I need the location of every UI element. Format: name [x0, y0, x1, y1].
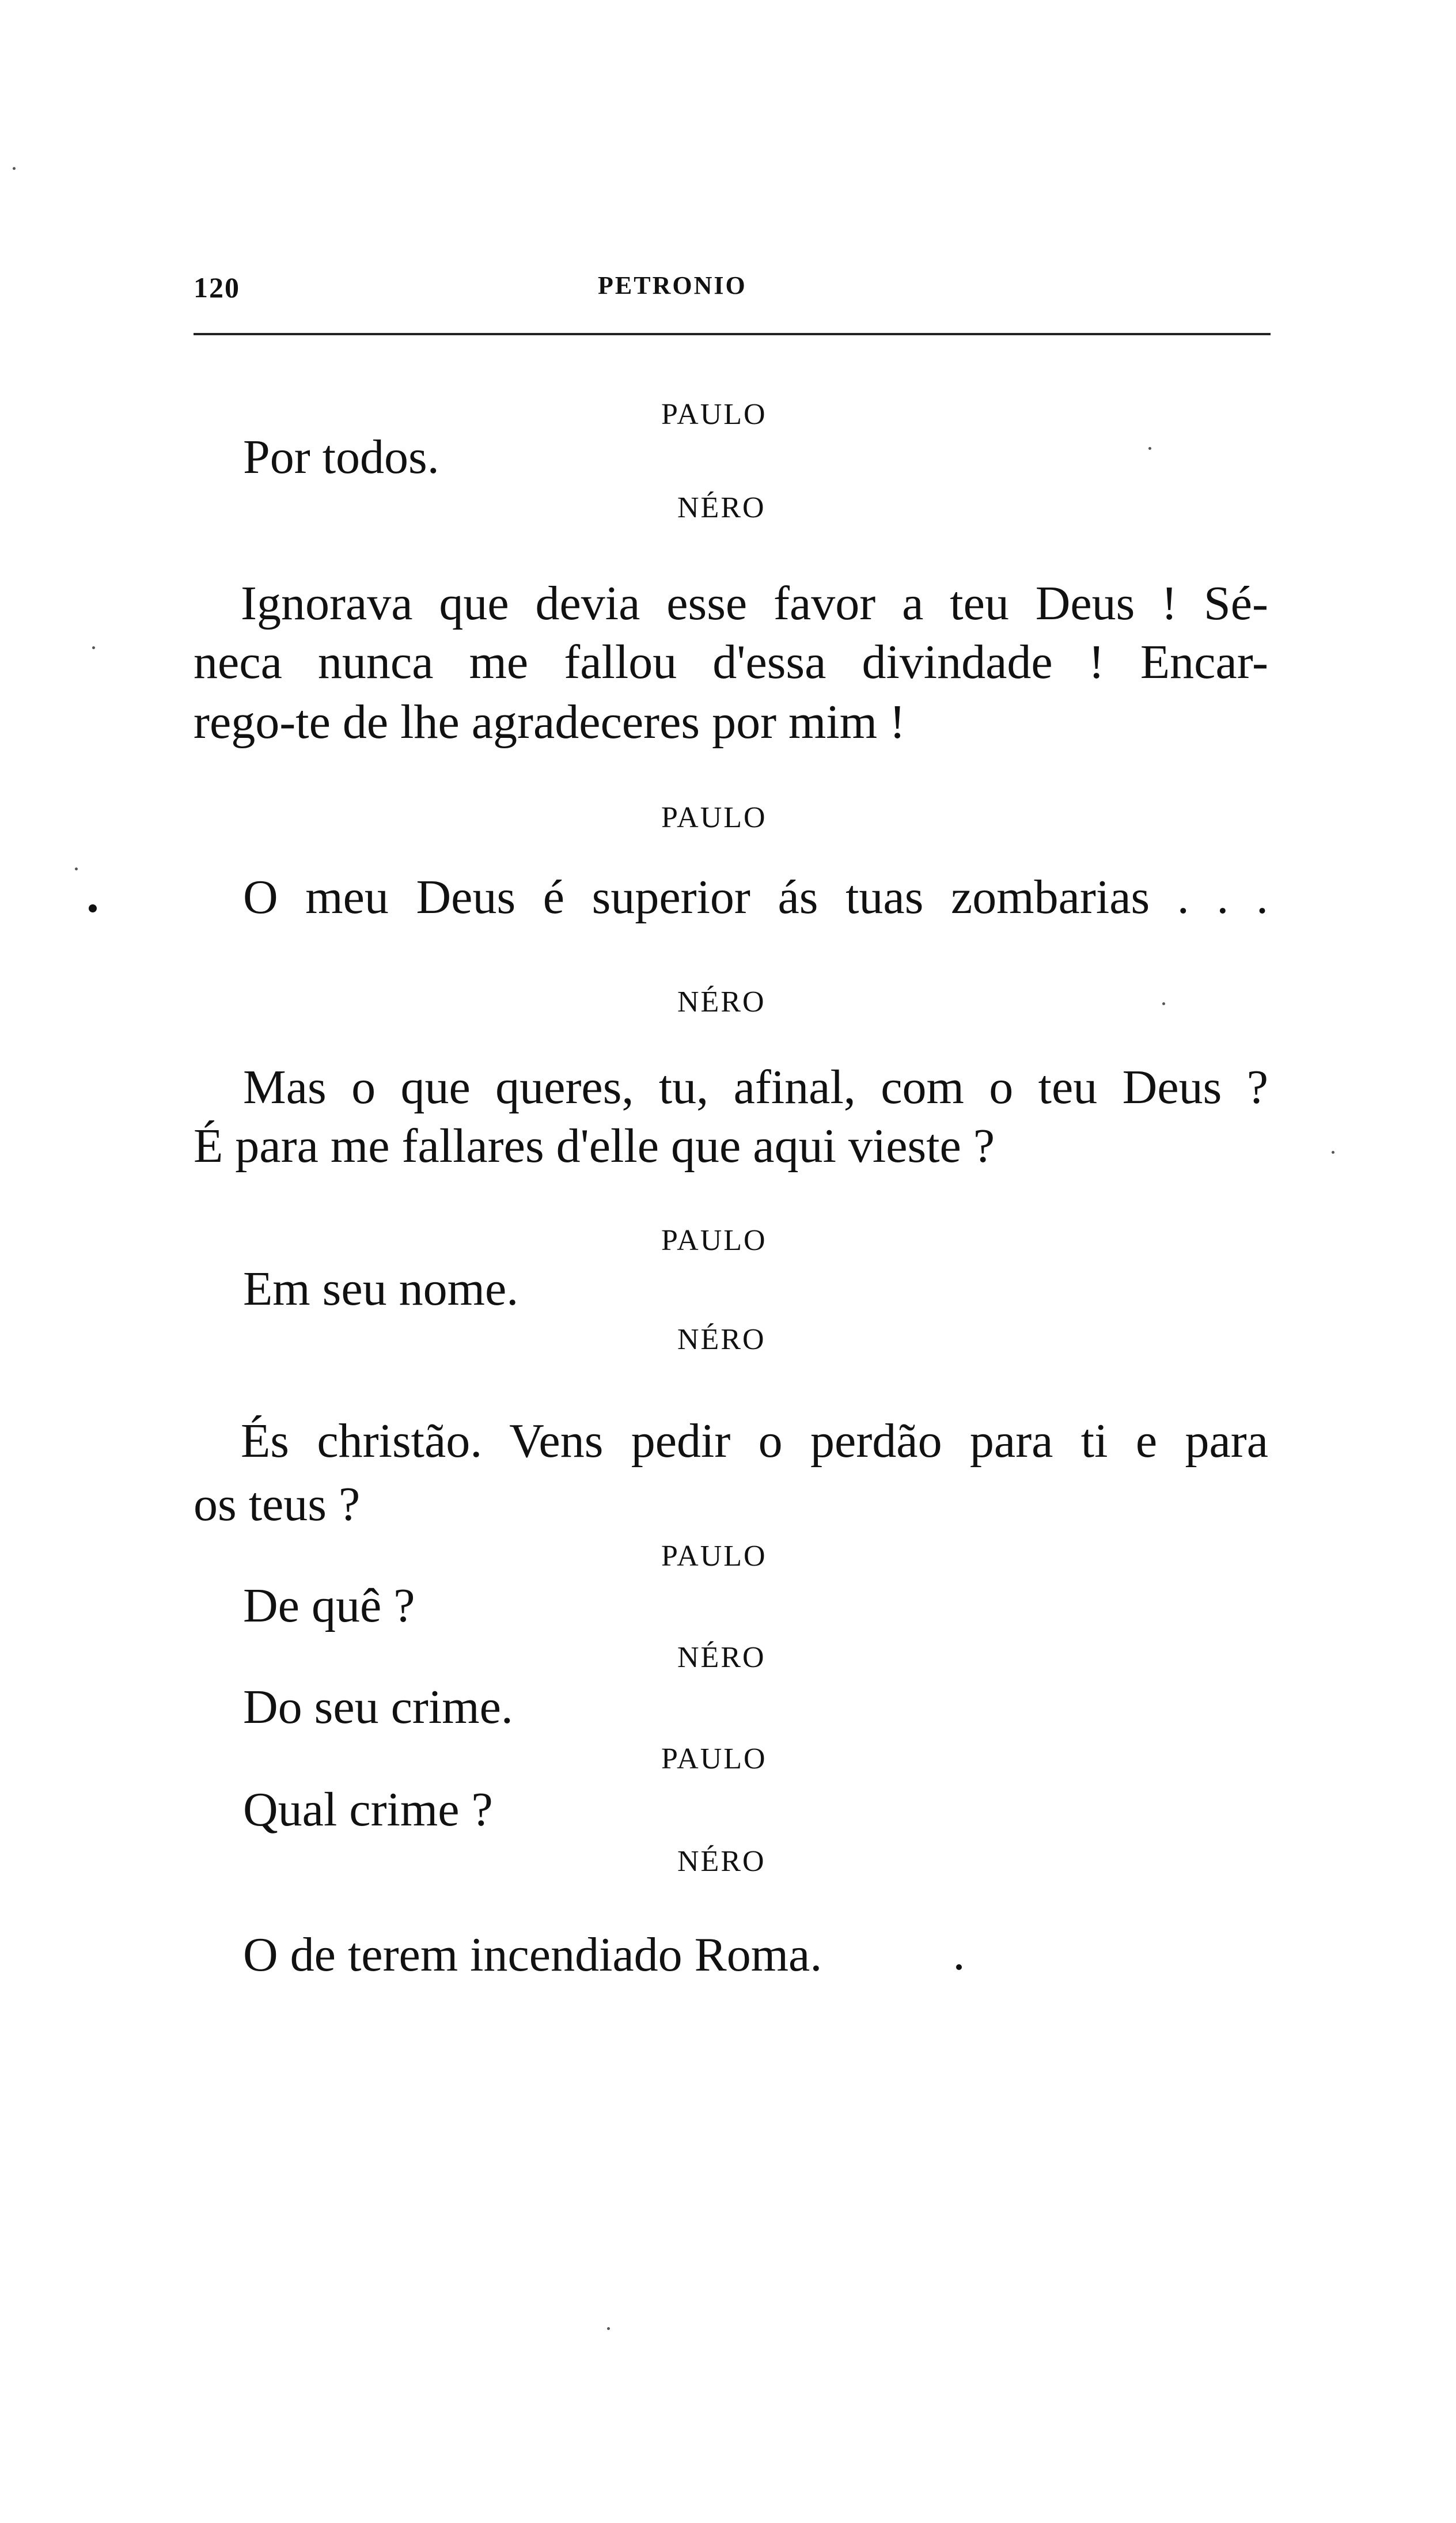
- running-header: [194, 271, 1271, 311]
- print-speck: [89, 904, 97, 912]
- dialogue-line: rego-te de lhe agradeceres por mim !: [194, 695, 906, 749]
- print-speck: [1332, 1151, 1334, 1154]
- print-speck: [607, 2327, 610, 2330]
- dialogue-line: É para me fallares d'elle que aqui vieste ?: [194, 1119, 995, 1173]
- speaker-label: NÉRO: [677, 1845, 766, 1878]
- dialogue-line: Em seu nome.: [243, 1262, 519, 1316]
- speaker-label: PAULO: [661, 1742, 767, 1775]
- dialogue-line: O de terem incendiado Roma.: [243, 1928, 822, 1982]
- speaker-label: PAULO: [661, 801, 767, 834]
- header-rule: [194, 333, 1271, 335]
- print-speck: [1162, 1002, 1165, 1005]
- dialogue-line: O meu Deus é superior ás tuas zombarias . . .: [243, 870, 1268, 924]
- dialogue-line: Qual crime ?: [243, 1783, 493, 1836]
- speaker-label: NÉRO: [677, 491, 766, 524]
- print-speck: [1148, 447, 1151, 450]
- print-speck: [75, 867, 78, 870]
- speaker-label: PAULO: [661, 1540, 767, 1573]
- speaker-label: NÉRO: [677, 1323, 766, 1356]
- dialogue-line: De quê ?: [243, 1579, 415, 1632]
- running-title: PETRONIO: [598, 271, 747, 300]
- speaker-label: PAULO: [661, 398, 767, 431]
- print-speck: [92, 646, 95, 649]
- dialogue-line: os teus ?: [194, 1478, 361, 1531]
- speaker-label: NÉRO: [677, 1641, 766, 1674]
- dialogue-line: És christão. Vens pedir o perdão para ti e para: [241, 1414, 1268, 1468]
- dialogue-line: neca nunca me fallou d'essa divindade ! Encar-: [194, 635, 1268, 689]
- print-speck: [956, 1964, 962, 1970]
- dialogue-line: Por todos.: [243, 430, 439, 484]
- speaker-label: NÉRO: [677, 986, 766, 1018]
- dialogue-line: Mas o que queres, tu, afinal, com o teu Deus ?: [243, 1060, 1268, 1114]
- speaker-label: PAULO: [661, 1224, 767, 1257]
- dialogue-line: Ignorava que devia esse favor a teu Deus ! Sé-: [241, 577, 1268, 630]
- page-number: 120: [194, 271, 240, 304]
- print-speck: [13, 167, 16, 170]
- dialogue-line: Do seu crime.: [243, 1680, 513, 1734]
